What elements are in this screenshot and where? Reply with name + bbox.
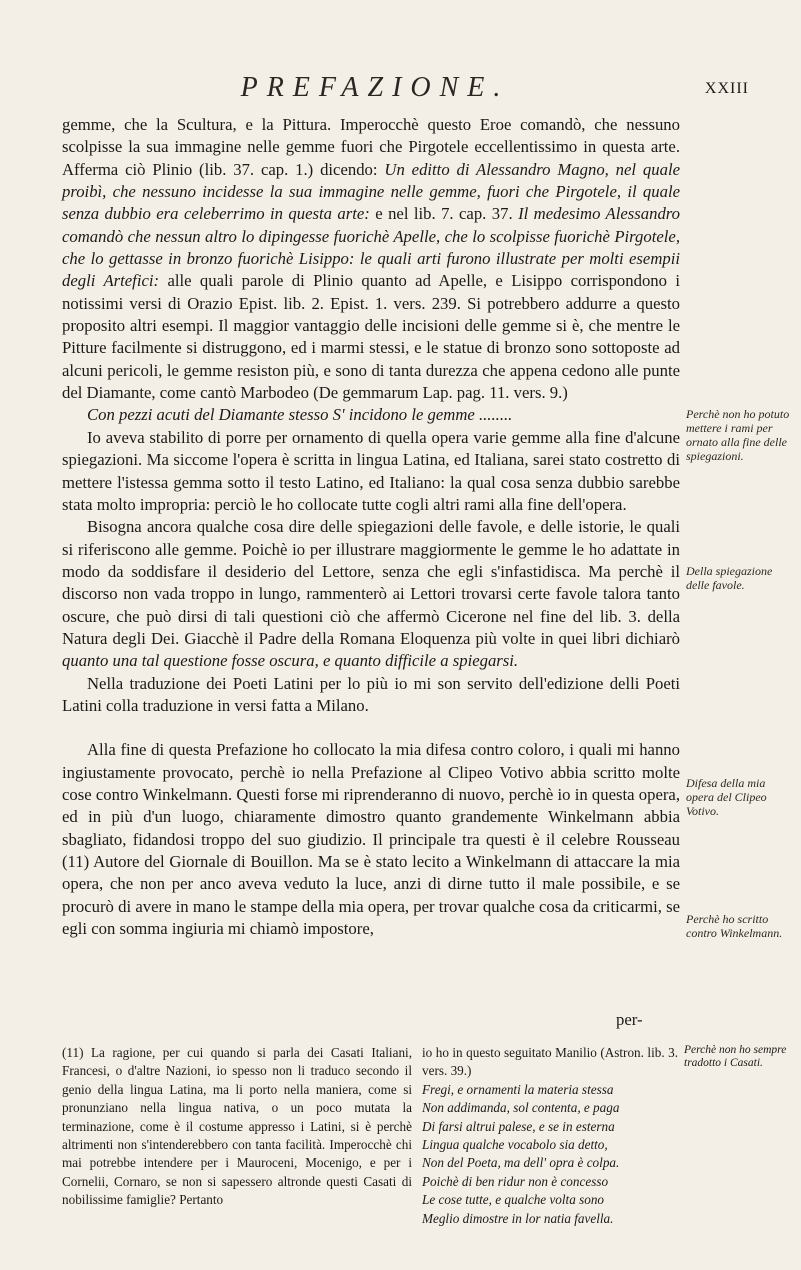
paragraph-4: Alla fine di questa Prefazione ho collocato la mia difesa contro coloro, i quali mi hanno ingiustamente provocato, perchè io nella Prefazione al Clipeo Votivo abbia scritto molte cose contro Winkelmann. Questi forse mi riprenderanno di nuovo, perchè io in questa opera, ed in più d'un luogo, chiaramente dimostro quanto grandemente Winkelmann abbia sbagliato, fidandosi troppo del suo giudizio. Il principale tra questi è il celebre Rousseau (11) Autore del Giornale di Bouillon. Ma se è stato lecito a Winkelmann di attaccare la mia opera, che non per anco aveva veduto la luce, anzi di dirne tutto il male possibile, e se procurò di avere in mano le stampe della mia opera, per trovar qualche cosa da criticarmi, se egli con somma ingiuria mi chiamò impostore, (62, 740, 680, 939)
verse-line: Non del Poeta, ma dell' opra è colpa. (422, 1155, 620, 1171)
pliny-quote-2: Il medesimo Alessandro comandò che nessun altro lo dipingesse fuorichè Apelle, che lo scolpisse fuorichè Pirgotele, che lo gettasse in bronzo fuorichè Lisippo: le quali arti furono illustrate per molti esempii degli Artefici: (62, 204, 681, 291)
verse-line: Fregi, e ornamenti la materia stessa (422, 1081, 614, 1097)
main-text (62, 114, 680, 940)
paragraph-1-continued: alle quali parole di Plinio quanto ad Apelle, e Lisippo corrispondono i notissimi versi di Orazio Epist. lib. 2. Epist. 1. vers. 239. Si potrebbero addurre a questo proposito altri esempi. Il maggior vantaggio delle incisioni delle gemme si è, che mentre le Pitture facilmente si distruggono, ed i marmi stessi, e le statue di bronzo sono sottoposte ad alcuni pericoli, le gemme resiston più, e sono di tanta durezza che appena cedono alle punte del Diamante, come cantò Marbodeo (De gemmarum Lap. pag. 11. vers. 9.) (62, 271, 681, 403)
running-title: PREFAZIONE. (240, 72, 510, 103)
cicero-quote: quanto una tal questione fosse oscura, e quanto difficile a spiegarsi. (62, 651, 519, 671)
margin-note-favole: Della spiegazione delle favole. (686, 564, 773, 592)
verse-line: Le cose tutte, e qualche volta sono (422, 1192, 605, 1208)
paragraph-3b: Nella traduzione dei Poeti Latini per lo più io mi son servito dell'edizione delli Poeti Latini colla traduzione in versi fatta a Milano. (62, 673, 680, 715)
pliny-quote-1: Un editto di Alessandro Magno, nel quale proibì, che nessuno incidesse la sua immagine nelle gemme, fuori che Pirgotele, il quale senza dubbio era celeberrimo in questa arte: (62, 159, 681, 224)
footnote-11: (11) La ragione, per cui quando si parla dei Casati Italiani, Francesi, o d'altre Nazioni, io spesso non li traduco secondo il genio della lingua Latina, ma li porto nella maniera, come si pronunziano nella lingua nativa, o un poco mutata la terminazione, come è il costume appresso i Latini, si è perchè altrimenti non s'intenderebbero con tanta facilità. Imperocchè chi mai potrebbe intendere per i Mauroceni, Mocenigo, e per i Cornelii, Cornaro, se non si sapessero altronde questi Casati di nobilissime famiglie? Pertanto (62, 1045, 412, 1208)
verse-line: Poichè di ben ridur non è concesso (422, 1173, 609, 1189)
footnote-manilio-intro: io ho in questo seguitato Manilio (Astron. lib. 3. vers. 39.) (422, 1045, 678, 1079)
footnote-11-continued (422, 1044, 678, 1228)
paragraph-2: Io aveva stabilito di porre per ornamento di quella opera varie gemme alla fine d'alcune spiegazioni. Ma siccome l'opera è scritta in lingua Latina, ed Italiana, sarei stato costretto di mettere l'istessa gemma sotto il testo Latino, ed Italiano: la qual cosa senza dubbio sarebbe stata molto impropria: perciò le ho collocate tutte cogli altri rami alla fine dell'opera. (62, 427, 680, 514)
paragraph-1-text: gemme, che la Scultura, e la Pittura. Imperocchè questo Eroe comandò, che nessuno scolpisse la sua immagine nelle gemme fuori che Pirgotele eccellentissimo in questa arte. Afferma ciò Plinio (lib. 37. cap. 1.) dicendo: (62, 115, 680, 179)
margin-note-winkelmann: Perchè ho scritto contro Winkelmann. (686, 912, 783, 940)
paragraph-3-text: Bisogna ancora qualche cosa dire delle spiegazioni delle favole, e delle istorie, le quali si riferiscono alle gemme. Poichè io per illustrare maggiormente le gemme le ho adattate in modo da soddisfare il desiderio del Lettore, senza che egli s'infastidisca. Ma perchè il discorso non vada troppo in lungo, rammenterò ai Lettori trovarsi certe favole talora tanto oscure, che può dirsi di tali questioni ciò che affermò Cicerone nel fine del lib. 3. della Natura degli Dei. Giacchè il Padre della Romana Eloquenza più volte in quei libri dichiarò (62, 517, 680, 648)
page-header (0, 72, 801, 106)
margin-note-difesa: Difesa della mia opera del Clipeo Votivo. (686, 776, 767, 818)
footnote-margin-note: Perchè non ho sempre tradotto i Casati. (684, 1044, 787, 1069)
verse-line: Meglio dimostre in lor natia favella. (422, 1210, 614, 1226)
verse-line: Di farsi altrui palese, e se in esterna (422, 1118, 615, 1134)
verse-line: Lingua qualche vocabolo sia detto, (422, 1137, 608, 1153)
page-number: XXIII (704, 80, 749, 97)
margin-note-rami: Perchè non ho potuto mettere i rami per ornato alla fine delle spiegazioni. (686, 407, 790, 463)
paragraph-3 (62, 516, 680, 672)
section-gap (62, 717, 680, 739)
paragraph-1 (62, 114, 680, 404)
paragraph-1-ref: e nel lib. 7. cap. 37. (375, 204, 513, 224)
catchword: per- (616, 1010, 643, 1029)
verse-line: Non addimanda, sol contenta, e paga (422, 1100, 620, 1116)
marbodeo-verse: Con pezzi acuti del Diamante stesso S' incidono le gemme ........ (87, 405, 513, 425)
